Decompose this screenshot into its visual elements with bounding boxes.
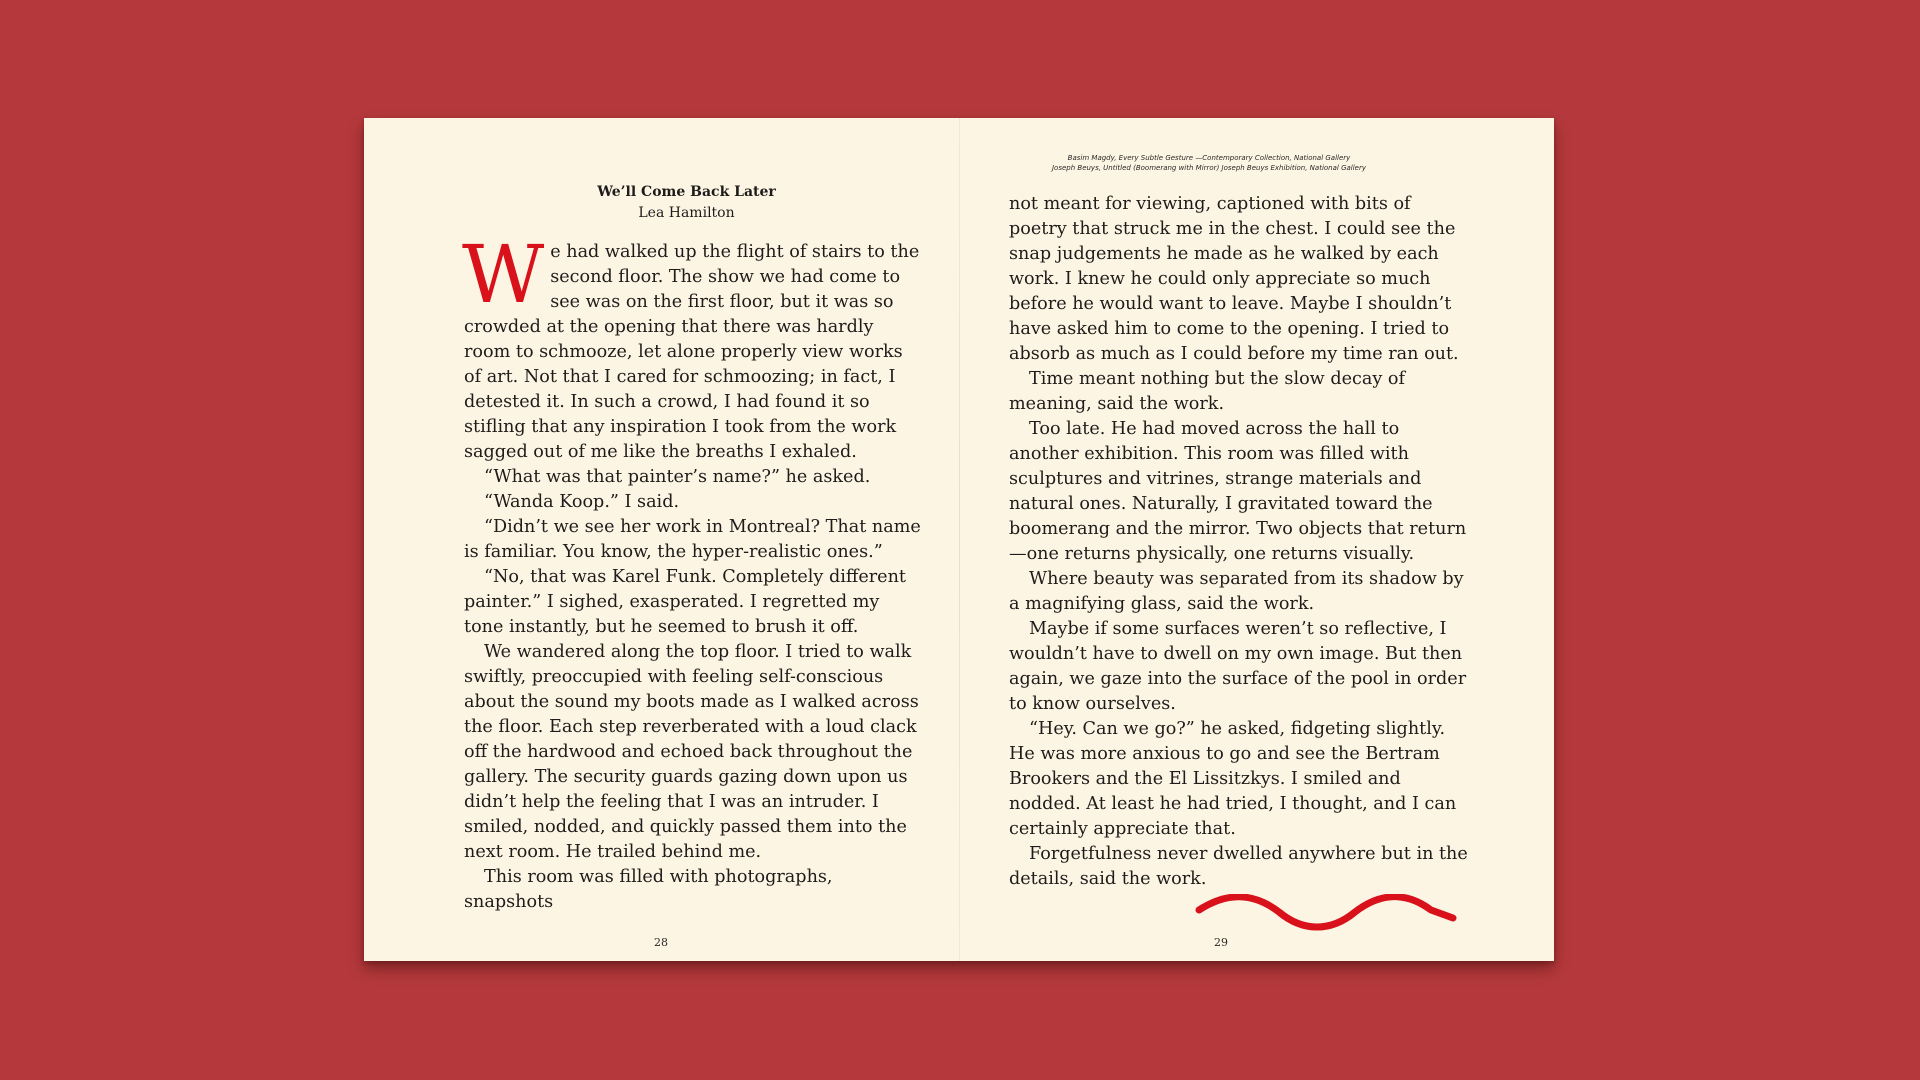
paragraph: “What was that painter’s name?” he asked. xyxy=(484,467,871,487)
image-captions xyxy=(1009,153,1409,173)
caption-line: Basim Magdy, Every Subtle Gesture —Contemporary Collection, National Gallery xyxy=(1067,154,1351,162)
paragraph: Maybe if some surfaces weren’t so reflective, I wouldn’t have to dwell on my own image. But then again, we gaze into the surface of the pool in order to know ourselves. xyxy=(1009,619,1467,714)
paragraph: “Hey. Can we go?” he asked, fidgeting slightly. He was more anxious to go and see the Bertram Brookers and the El Lissitzkys. I smiled and nodded. At least he had tried, I thought, and I can certainly appreciate that. xyxy=(1009,719,1457,839)
paragraph: “Didn’t we see her work in Montreal? That name is familiar. You know, the hyper-realistic ones.” xyxy=(464,517,921,562)
left-page-body xyxy=(462,228,924,915)
book-spread xyxy=(364,118,1554,961)
paragraph: “Wanda Koop.” I said. xyxy=(484,492,680,512)
page-number: 29 xyxy=(1214,936,1228,949)
paragraph: “No, that was Karel Funk. Completely different painter.” I sighed, exasperated. I regretted my tone instantly, but he seemed to brush it off. xyxy=(464,567,906,637)
story-author: Lea Hamilton xyxy=(638,205,735,221)
paragraph: Where beauty was separated from its shadow by a magnifying glass, said the work. xyxy=(1009,569,1464,614)
squiggle-ornament-icon xyxy=(1191,894,1461,934)
right-page-body xyxy=(1009,192,1469,892)
paragraph-text: e had walked up the flight of stairs to the second floor. The show we had come to see was on the first floor, but it was so crowded at the opening that there was hardly room to schmooze, let alone properly view works of art. Not that I cared for schmoozing; in fact, I detested it. In such a crowd, I had found it so stifling that any inspiration I took from the work sagged out of me like the breaths I exhaled. xyxy=(464,242,920,462)
paragraph: We wandered along the top floor. I tried to walk swiftly, preoccupied with feeling self-conscious about the sound my boots made as I walked across the floor. Each step reverberated with a loud clack off the hardwood and echoed back throughout the gallery. The security guards gazing down upon us didn’t help the feeling that I was an intruder. I smiled, nodded, and quickly passed them into the next room. He trailed behind me. xyxy=(464,642,919,862)
paragraph xyxy=(462,228,924,465)
story-title: We’ll Come Back Later xyxy=(597,184,776,200)
paragraph: Too late. He had moved across the hall to another exhibition. This room was filled with sculptures and vitrines, strange materials and natural ones. Naturally, I gravitated toward the boomerang and the mirror. Two objects that return —one returns physically, one returns visually. xyxy=(1009,419,1467,564)
drop-cap: W xyxy=(462,228,545,321)
paragraph: not meant for viewing, captioned with bits of poetry that struck me in the chest. I could see the snap judgements he made as he walked by each work. I knew he could only appreciate so much before he would want to leave. Maybe I shouldn’t have asked him to come to the opening. I tried to absorb as much as I could before my time ran out. xyxy=(1009,194,1459,364)
story-heading xyxy=(464,182,909,224)
caption-line: Joseph Beuys, Untitled (Boomerang with Mirror) Joseph Beuys Exhibition, National Gallery xyxy=(1051,164,1367,172)
paragraph: Forgetfulness never dwelled anywhere but in the details, said the work. xyxy=(1009,844,1468,889)
left-page xyxy=(364,118,959,961)
page-number: 28 xyxy=(654,936,668,949)
paragraph: Time meant nothing but the slow decay of meaning, said the work. xyxy=(1009,369,1405,414)
paragraph: This room was filled with photographs, snapshots xyxy=(464,867,833,912)
right-page xyxy=(959,118,1554,961)
